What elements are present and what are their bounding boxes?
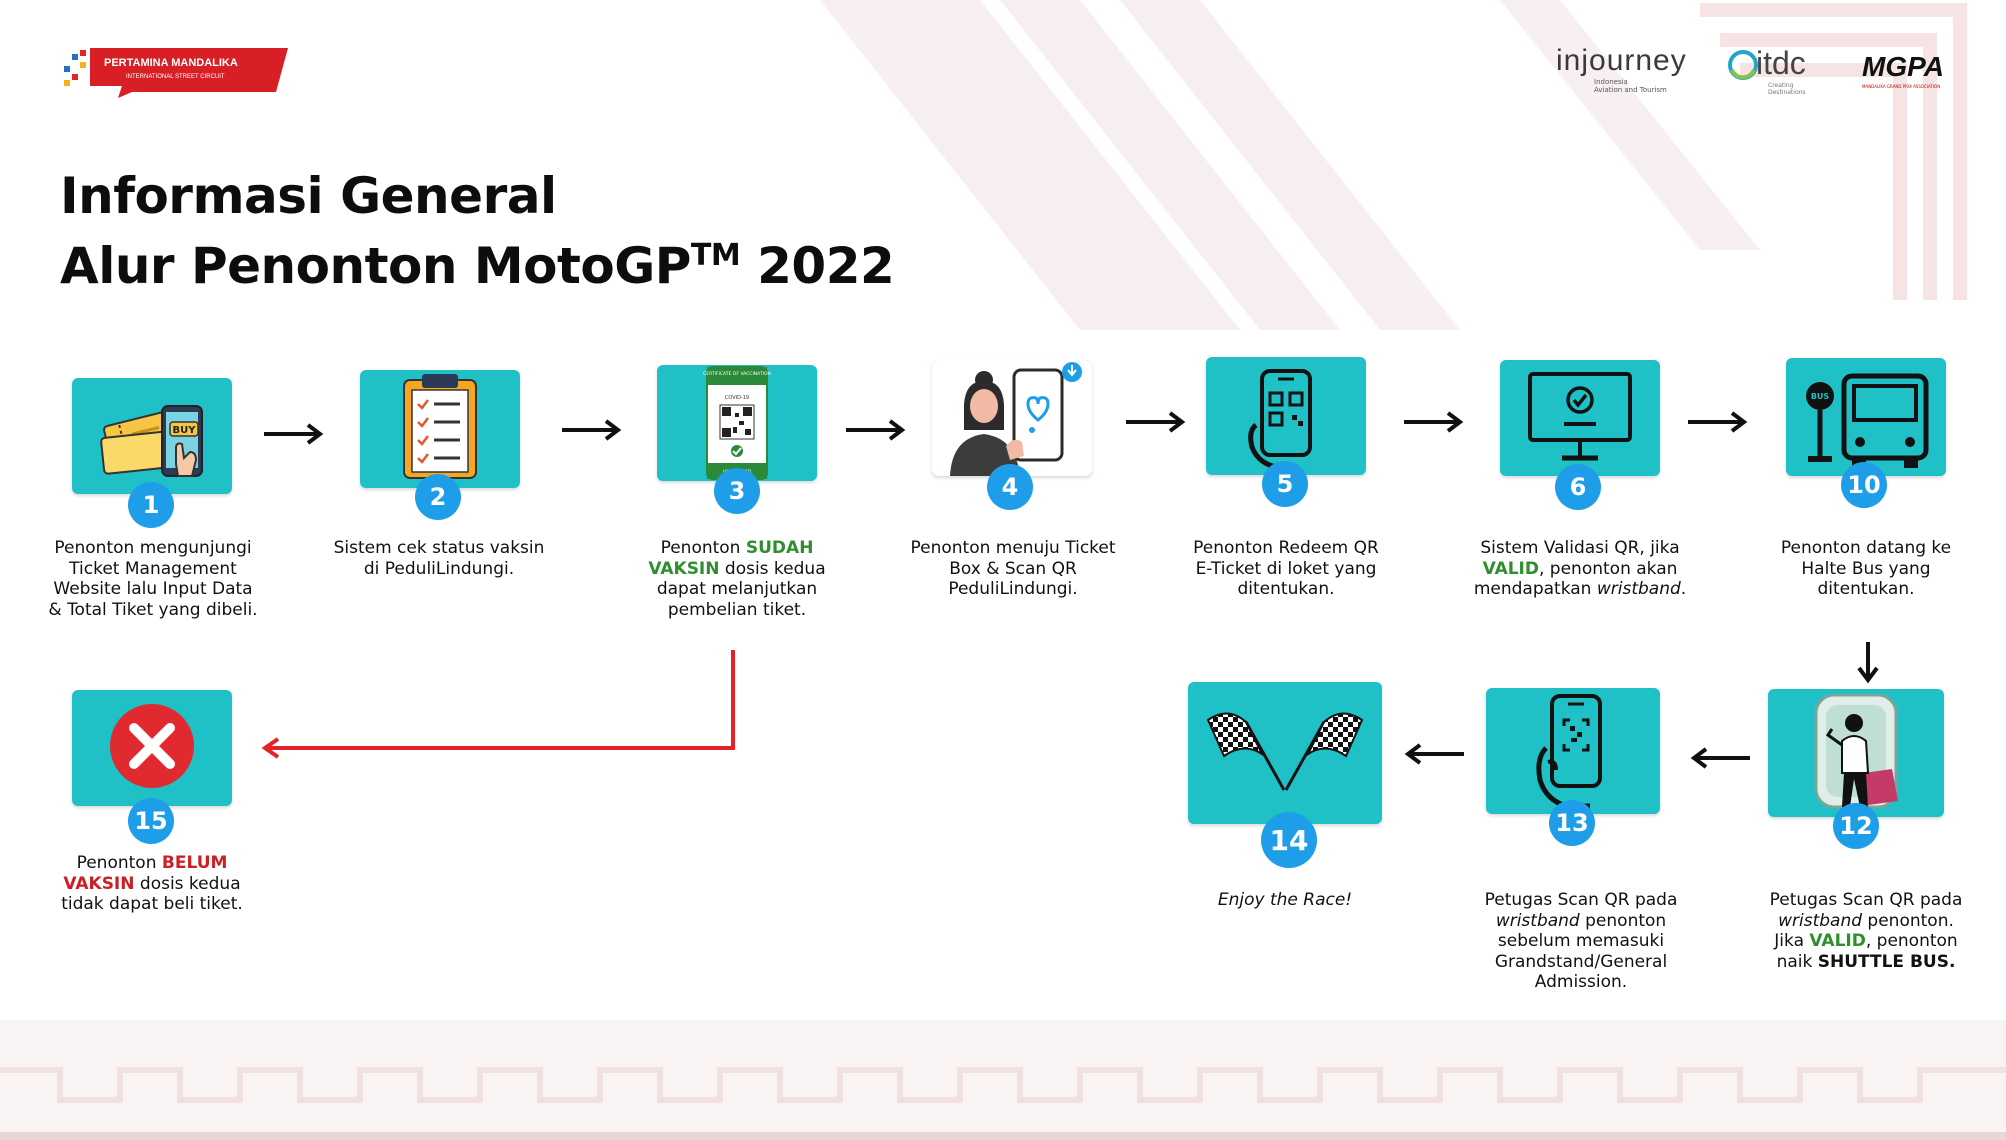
bus-stop-icon bbox=[1786, 358, 1946, 476]
step-6-text-b: , penonton akan mendapatkan bbox=[1473, 558, 1678, 599]
step-12-tile bbox=[1768, 689, 1944, 817]
step-6-text-c: . bbox=[1680, 579, 1687, 599]
close-x-icon bbox=[72, 690, 232, 806]
step-3-status-sudah-vaksin: SUDAH VAKSIN bbox=[648, 538, 814, 579]
step-6-text-a: Sistem Validasi QR, jika bbox=[1480, 538, 1680, 558]
step-3-text-b: dosis kedua dapat melanjutkan pembelian tiket. bbox=[656, 558, 826, 620]
step-13-text-a: Petugas Scan QR pada bbox=[1484, 890, 1678, 910]
arrow-right-icon bbox=[1402, 410, 1468, 434]
title-line-2 bbox=[60, 226, 894, 296]
mgpa-sub: MANDALIKA GRAND PRIX ASSOCIATION bbox=[1862, 84, 1941, 89]
step-15-status-belum-vaksin: BELUM VAKSIN bbox=[63, 853, 228, 894]
step-15-caption bbox=[52, 853, 252, 915]
step-6-tile bbox=[1500, 360, 1660, 476]
arrow-down-icon bbox=[1856, 640, 1880, 686]
step-2-tile bbox=[360, 370, 520, 488]
step-12-badge: 12 bbox=[1833, 803, 1879, 849]
logo-title: PERTAMINA MANDALIKA bbox=[104, 57, 238, 69]
step-4-badge: 4 bbox=[987, 464, 1033, 510]
step-5-tile bbox=[1206, 357, 1366, 475]
vaccination-certificate-icon bbox=[657, 365, 817, 481]
arrow-right-icon bbox=[262, 422, 328, 446]
pertamina-mandalika-logo bbox=[62, 46, 288, 98]
arrow-left-icon bbox=[1686, 746, 1752, 770]
injourney-wordmark: injourney bbox=[1556, 44, 1687, 77]
step-10-text: Penonton datang ke Halte Bus yang ditentukan. bbox=[1780, 538, 1952, 599]
red-branch-arrow bbox=[258, 648, 738, 764]
step-1-caption bbox=[46, 538, 260, 620]
step-10-badge: 10 bbox=[1841, 462, 1887, 508]
step-12-text-a: Petugas Scan QR pada bbox=[1769, 890, 1963, 910]
trademark-mark: TM bbox=[690, 238, 741, 273]
cert-title: CERTIFICATE OF VACCINATION bbox=[703, 372, 771, 377]
step-15-tile bbox=[72, 690, 232, 806]
step-4-caption bbox=[906, 538, 1120, 600]
step-10-caption bbox=[1766, 538, 1966, 600]
step-14-badge: 14 bbox=[1261, 812, 1317, 868]
hand-phone-qr-icon bbox=[1486, 688, 1660, 814]
step-3-badge: 3 bbox=[714, 468, 760, 514]
buy-label: BUY bbox=[172, 425, 196, 436]
step-13-caption bbox=[1474, 890, 1688, 993]
monitor-check-icon bbox=[1500, 360, 1660, 476]
step-5-badge: 5 bbox=[1262, 461, 1308, 507]
step-13-tile bbox=[1486, 688, 1660, 814]
title-line-2-text: Alur Penonton MotoGP bbox=[60, 237, 691, 295]
itdc-swirl-icon bbox=[1726, 48, 1760, 82]
cert-covid: COVID-19 bbox=[724, 395, 750, 401]
injourney-sub2: Aviation and Tourism bbox=[1594, 86, 1667, 94]
itdc-logo bbox=[1726, 44, 1826, 102]
shuttle-bus-passenger-icon bbox=[1768, 689, 1944, 817]
checkered-flags-icon bbox=[1188, 682, 1382, 824]
step-14-tile bbox=[1188, 682, 1382, 824]
step-12-shuttle-bus: SHUTTLE BUS. bbox=[1817, 951, 1956, 972]
step-3-caption bbox=[640, 538, 834, 620]
step-14-caption bbox=[1188, 890, 1382, 911]
step-1-badge: 1 bbox=[128, 482, 174, 528]
step-15-text-a: Penonton bbox=[76, 853, 162, 873]
injourney-sub1: Indonesia bbox=[1594, 78, 1628, 86]
arrow-right-icon bbox=[1686, 410, 1752, 434]
mgpa-logo bbox=[1862, 44, 1958, 102]
arrow-right-icon bbox=[844, 418, 910, 442]
step-6-status-valid: VALID bbox=[1482, 558, 1539, 579]
itdc-sub: Creating Destinations bbox=[1768, 82, 1806, 96]
step-3-tile bbox=[657, 365, 817, 481]
step-15-badge: 15 bbox=[128, 798, 174, 844]
step-1-tile bbox=[72, 378, 232, 494]
step-6-wristband: wristband bbox=[1596, 579, 1681, 599]
step-12-caption bbox=[1762, 890, 1970, 972]
step-14-text: Enjoy the Race! bbox=[1217, 890, 1353, 910]
buy-ticket-icon bbox=[72, 378, 232, 494]
step-6-caption bbox=[1470, 538, 1690, 600]
clipboard-checklist-icon bbox=[360, 370, 520, 488]
step-12-wristband: wristband bbox=[1778, 910, 1863, 931]
itdc-wordmark: itdc bbox=[1756, 45, 1806, 81]
step-2-text: Sistem cek status vaksin di PeduliLindungi. bbox=[333, 538, 545, 579]
step-4-tile bbox=[932, 360, 1092, 476]
step-6-badge: 6 bbox=[1555, 464, 1601, 510]
arrow-left-icon bbox=[1400, 742, 1466, 766]
step-2-caption bbox=[330, 538, 548, 579]
step-13-text-b: penonton sebelum memasuki Grandstand/General Admission. bbox=[1494, 910, 1668, 992]
step-1-text: Penonton mengunjungi Ticket Management Website lalu Input Data & Total Tiket yang dibeli. bbox=[48, 538, 258, 620]
logo-subtitle: INTERNATIONAL STREET CIRCUIT bbox=[126, 74, 225, 80]
arrow-right-icon bbox=[560, 418, 626, 442]
bus-sign-label: BUS bbox=[1810, 392, 1830, 401]
title-line-1: Informasi General bbox=[60, 167, 557, 225]
step-2-badge: 2 bbox=[415, 474, 461, 520]
step-13-wristband: wristband bbox=[1495, 910, 1580, 931]
step-10-tile bbox=[1786, 358, 1946, 476]
page-title bbox=[60, 166, 894, 296]
arrow-right-icon bbox=[1124, 410, 1190, 434]
injourney-logo bbox=[1556, 44, 1700, 102]
scan-pedulilindungi-icon bbox=[932, 360, 1092, 476]
mgpa-wordmark: MGPA bbox=[1862, 51, 1944, 82]
step-5-text: Penonton Redeem QR E-Ticket di loket yang ditentukan. bbox=[1193, 538, 1379, 599]
step-12-status-valid: VALID bbox=[1809, 931, 1866, 951]
step-15-text-b: dosis kedua tidak dapat beli tiket. bbox=[61, 873, 243, 914]
step-3-text-a: Penonton bbox=[660, 538, 746, 558]
step-12-text-c: , penonton naik bbox=[1776, 931, 1958, 972]
phone-qr-icon bbox=[1206, 357, 1366, 475]
title-year: 2022 bbox=[740, 237, 895, 295]
step-5-caption bbox=[1188, 538, 1384, 600]
step-4-text: Penonton menuju Ticket Box & Scan QR PeduliLindungi. bbox=[910, 538, 1116, 599]
step-12-text-b: penonton. Jika bbox=[1774, 910, 1954, 951]
step-13-badge: 13 bbox=[1549, 800, 1595, 846]
